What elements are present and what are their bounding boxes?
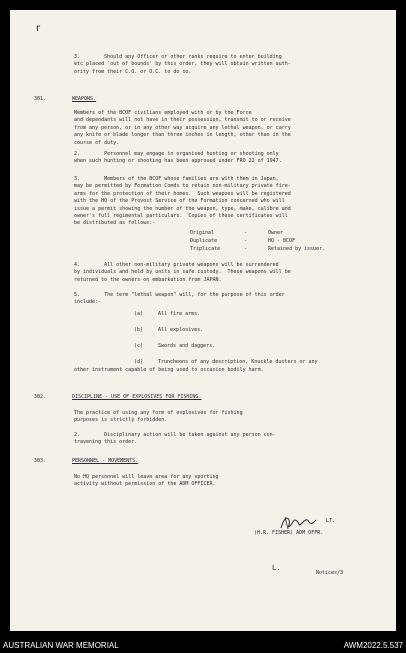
signature-rank: LT. [326,518,336,524]
discipline-paragraph-2: 2. Disciplinary action will be taken against any person con- travening this order. [74,432,276,446]
continuation-marker: Notices/3 [316,570,344,576]
section-number-301: 301. [34,96,47,102]
document-page [10,10,396,631]
item-text-a: All fire arms. [158,311,201,317]
item-tag-c: (c) [134,343,144,349]
copy-label-duplicate: Duplicate [190,238,218,244]
weapons-paragraph-4: 4. All other non-military private weapons will be surrendered by individuals and held by units in safe custody. These weapons will be returned to the owners on embarkation from JAPAN. [74,262,291,283]
copy-dest-triplicate: Retained by issuer. [268,246,326,252]
item-text-d-continued: other instrument capable of being used to occasion bodily harm. [74,367,264,373]
copy-dash-duplicate: - [244,238,248,244]
item-tag-b: (b) [134,327,144,333]
weapons-paragraph-5-intro: 5. The term "lethal weapon" will, for the purpose of this order include:- [74,292,285,306]
item-text-b: All explosives. [158,327,204,333]
page-corner-mark: r [36,23,41,34]
item-text-c: Swords and daggers. [158,343,216,349]
copy-dest-duplicate: HQ - BCOF [268,238,296,244]
copy-dest-original: Owner [268,230,284,236]
copy-dash-triplicate: - [244,246,248,252]
section-heading-discipline: DISCIPLINE - USE OF EXPLOSIVES FOR FISHING. [72,394,202,400]
signature-name-line: (H.R. FISHER) ADM OFFR. [254,530,324,536]
discipline-paragraph-1: The practice of using any form of explosives for fishing purposes is strictly forbidden. [74,410,243,424]
footer-institution: AUSTRALIAN WAR MEMORIAL [3,641,119,650]
page-initial-mark: L. [272,564,281,572]
section-number-302: 302. [34,394,47,400]
paragraph-3-out-of-bounds: 3. Should any Officer or other ranks require to enter building etc placed 'out of bounds' by this order, they will obtain written auth- ority from their C.O. or O.C. to do so. [74,54,291,75]
copy-dash-original: - [244,230,248,236]
copy-label-triplicate: Triplicate [190,246,221,252]
section-heading-weapons: WEAPONS. [72,96,97,102]
section-number-303: 303. [34,458,47,464]
item-text-d: Truncheons of any description, Knuckle dusters or any [158,359,318,365]
item-tag-d: (d) [134,359,144,365]
weapons-paragraph-1: Members of the BCOF civilians employed with or by the Force and dependants will not have in their possession, transmit to or receive from any person, or in any other way acquire any lethal weapon, or carry any knife or blade longer than three inches in length, other than in the course of duty. [74,110,291,146]
footer-accession-number: AWM2022.5.537 [343,641,403,650]
personnel-paragraph-1: No HQ personnel will leave area for any sporting activity without permission of the ADM OFFICER. [74,474,219,488]
archive-footer [0,638,406,653]
item-tag-a: (a) [134,311,144,317]
copy-label-original: Original [190,230,215,236]
weapons-paragraph-3: 3. Members of the BCOF whose families are with them in Japan, may be permitted by Formation Comds to retain non-military private fire- arms for the protection of their homes. Such weapons will be registered with the HQ of the Provost Service of the Formation concerned who will issue a permit showing the number of the weapon, type, make, calibre and owner's full regimental particulars. Copies of these certificates will be distributed as follows:- [74,176,291,227]
weapons-paragraph-2: 2. Personnel may engage in organised hunting or shooting only when such hunting or shooting has been approved under FRO 22 of 1947. [74,151,282,165]
section-heading-personnel: PERSONNEL - MOVEMENTS. [72,458,139,464]
